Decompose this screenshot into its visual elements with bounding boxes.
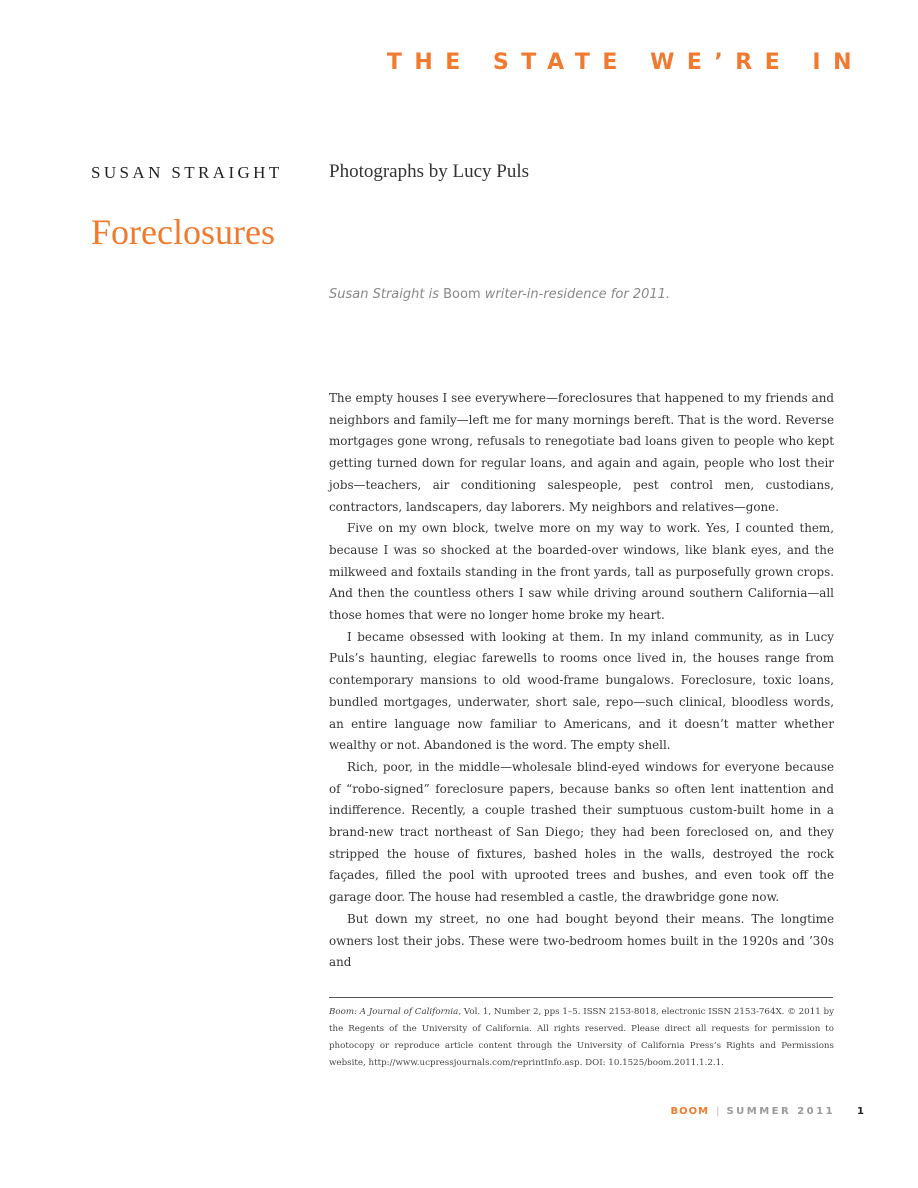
paragraph: I became obsessed with looking at them. In my inland community, as in Lucy Puls’s haunting, elegiac farewells to rooms once lived in, the houses range from contemporary mansions to old wood-frame bungalows. Foreclosure, toxic loans, bundled mortgages, underwater, short sale, repo—such clinical, bloodless words, an entire language now familiar to Americans, and it doesn’t matter whether wealthy or not. Abandoned is the word. The empty shell. [329,629,834,753]
paragraph: The empty houses I see everywhere—foreclosures that happened to my friends and neighbors and family—left me for many mornings bereft. That is the word. Reverse mortgages gone wrong, refusals to renegotiate bad loans given to people who kept getting turned down for regular loans, and again and again, people who lost their jobs—teachers, air conditioning salespeople, pest control men, custodians, contractors, landscapers, day laborers. My neighbors and relatives—gone. [329,391,834,514]
bio-publication: Boom [443,287,481,302]
section-title: THE STATE WE’RE IN [386,50,864,75]
footnote-citation: Vol. 1, Number 2, pps 1–5. ISSN 2153-8018, electronic ISSN 2153-764X. © 2011 by the Regents of the University of California. All rights reserved. Please direct all requests for permission to photocopy or reproduce article content through the University of California Press’s Rights and Permissions website, http://www.ucpressjournals.com/reprintInfo.asp. DOI: 10.1525/boom.2011.1.2.1. [329,1007,834,1068]
footer-issue: SUMMER 2011 [726,1106,836,1117]
footnote-divider [329,997,833,998]
footer-separator: | [716,1106,720,1117]
author-name: SUSAN STRAIGHT [91,163,283,182]
footnote [329,1004,834,1072]
bio-name: Susan Straight is [329,287,439,302]
footnote-journal: Boom: A Journal of California, [329,1007,462,1017]
photo-credit: Photographs by Lucy Puls [329,161,530,182]
article-title: Foreclosures [91,212,275,252]
page-footer [671,1106,865,1117]
paragraph: But down my street, no one had bought beyond their means. The longtime owners lost their jobs. These were two-bedroom homes built in the 1920s and ’30s and [329,911,834,970]
article-body [329,388,834,974]
page-number: 1 [857,1106,864,1117]
author-bio [329,287,670,302]
bio-role: writer-in-residence for 2011. [484,287,671,302]
paragraph: Rich, poor, in the middle—wholesale blind-eyed windows for everyone because of “robo-signed” foreclosure papers, because banks so often lent inattention and indifference. Recently, a couple trashed their sumptuous custom-built home in a brand-new tract northeast of San Diego; they had been foreclosed on, and they stripped the house of fixtures, bashed holes in the walls, destroyed the rock façades, filled the pool with uprooted trees and bushes, and even took off the garage door. The house had resembled a castle, the drawbridge gone now. [329,759,834,905]
paragraph: Five on my own block, twelve more on my way to work. Yes, I counted them, because I was so shocked at the boarded-over windows, like blank eyes, and the milkweed and foxtails standing in the front yards, tall as purposefully grown crops. And then the countless others I saw while driving around southern California—all those homes that were no longer home broke my heart. [329,521,834,623]
footer-brand: BOOM [670,1106,710,1117]
